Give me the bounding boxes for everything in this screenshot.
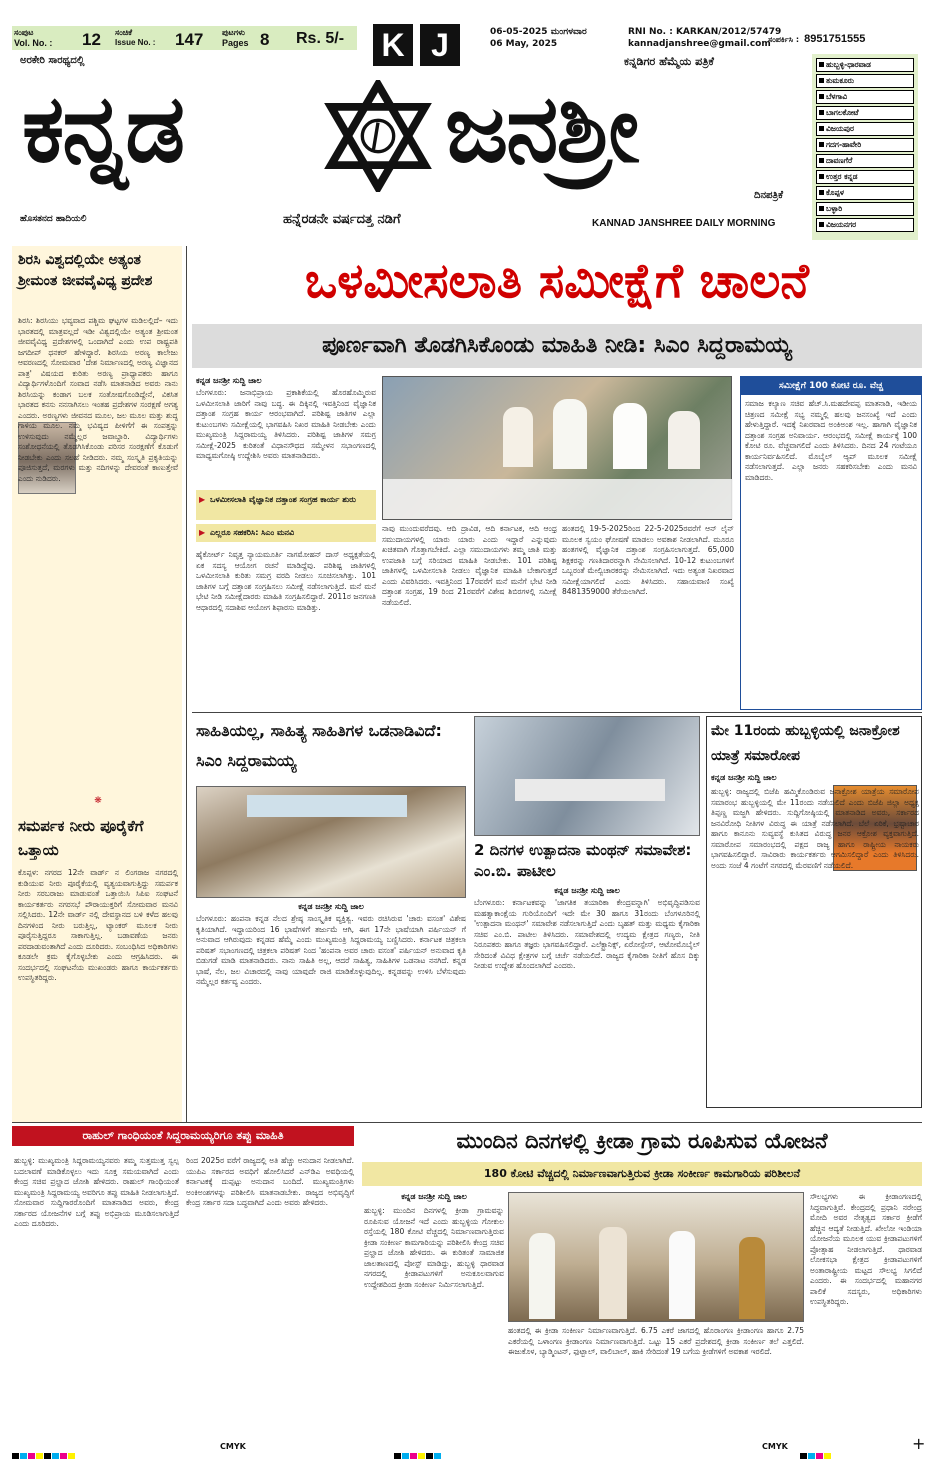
lead-headline: ಒಳಮೀಸಲಾತಿ ಸಮೀಕ್ಷೆಗೆ ಚಾಲನೆ: [305, 253, 809, 309]
contact-email: kannadjanshree@gmail.com: [628, 39, 771, 49]
photo-person: [529, 1233, 555, 1319]
right-top-slogan: ಕನ್ನಡಿಗರ ಹೆಮ್ಮೆಯ ಪತ್ರಿಕೆ: [624, 55, 714, 68]
logo-letter-j: J: [420, 24, 460, 66]
bullet-arrow-icon: ▶: [199, 528, 206, 537]
edition-link[interactable]: ಹುಬ್ಬಳ್ಳಿ-ಧಾರವಾಡ: [816, 58, 914, 72]
phone-label: ಸಂಪರ್ಕಿಸಿ :: [768, 35, 800, 44]
section-divider: ❋: [94, 796, 102, 806]
left-story2-headline: ಸಮರ್ಪಕ ನೀರು ಪೂರೈಕೆಗೆ ಒತ್ತಾಯ: [18, 817, 144, 859]
photo-table: [383, 479, 733, 519]
bottom-left-slogan: ಹೊಸತನದ ಹಾದಿಯಲಿ: [20, 214, 87, 224]
volume-block: [14, 27, 114, 51]
photo-person: [599, 1227, 627, 1319]
edition-link[interactable]: ದಾವಣಗೆರೆ: [816, 154, 914, 168]
crosshair-icon: +: [912, 1434, 926, 1453]
price: Rs. 5/-: [296, 30, 345, 47]
column-rule-left: [186, 246, 187, 1122]
literature-body: ಬೆಂಗಳೂರು: ಹಂಪನಾ ಕನ್ನಡ ನೆಲದ ಶ್ರೇಷ್ಠ ಸಾಂಸ್ಕೃತಿಕ ವ್ಯಕ್ತಿತ್ವ. ಇವರು ರಚಿಸಿರುವ 'ಚಾರು ವಸಂತ' ವಿಶೇಷ ಕೃತಿಯಾಗಿದೆ. ಇದ್ದಾಯರಿಂದ 16 ಭಾಷೆಗಳಿಗೆ ತರ್ಜುಮೆ ಆಗಿ, ಈಗ 17ನೇ ಭಾಷೆಯಾಗಿ ಪರ್ಷಿಯನ್ ಗೆ ಅನುವಾದ ಆಗಿರುವುದು ಕನ್ನಡದ ಹೆಮ್ಮೆ ಎಂದು ಮುಖ್ಯಮಂತ್ರಿ ಸಿದ್ದರಾಮಯ್ಯ ಬಣ್ಣಿಸಿದರು. ಕರ್ನಾಟಕ ಚಿತ್ರಕಲಾ ಪರಿಷತ್ ಸಭಾಂಗಣದಲ್ಲಿ ಚಿತ್ರಕಲಾ ಪರಿಷತ್ ನಿಂದ 'ಹಂಪನಾ ಅವರ ಚಾರು ವಸಂತ' ಪರ್ಷಿಯನ್ ಅನುವಾದ ಕೃತಿ ಬಿಡುಗಡೆ ಮಾಡಿ ಮಾತನಾಡಿದರು. ನಾನು ಸಾಹಿತಿ ಅಲ್ಲ, ಆದರೆ ಸಾಹಿತ್ಯ, ಸಾಹಿತಿಗಳ ಒಡನಾಟ ನನಗಿದೆ. ಕನ್ನಡ ಭಾಷೆ, ನೆಲ, ಜಲ ವಿಚಾರದಲ್ಲಿ ನಾವು ಯಾವುದೇ ರಾಜಿ ಮಾಡಿಕೊಳ್ಳುವುದಿಲ್ಲ. ಕನ್ನಡವನ್ನು ಉಳಿಸಿ ಬೆಳೆಸುವುದು ನಮ್ಮೆಲ್ಲರ ಕರ್ತವ್ಯ ಎಂದರು.: [196, 914, 466, 986]
section-rule: [192, 712, 922, 713]
volume-label: ಸಂಪುಟ: [14, 28, 34, 37]
newspaper-title-left: ಕನ್ನಡ: [22, 75, 184, 184]
photo-person: [503, 407, 533, 467]
budget-box: [740, 376, 922, 710]
sports-headline: ಮುಂದಿನ ದಿನಗಳಲ್ಲಿ ಕ್ರೀಡಾ ಗ್ರಾಮ ರೂಪಿಸುವ ಯೋಜನೆ: [456, 1129, 828, 1153]
color-registration-bar: [12, 1444, 212, 1454]
english-name: KANNAD JANSHREE DAILY MORNING: [592, 218, 776, 229]
color-registration-bar: [394, 1444, 554, 1454]
edition-link[interactable]: ಕೊಪ್ಪಳ: [816, 186, 914, 200]
edition-link[interactable]: ತುಮಕೂರು: [816, 74, 914, 88]
lead-byline: ಕನ್ನಡ ಜನಶ್ರೀ ಸುದ್ದಿ ಜಾಲ: [196, 376, 262, 385]
left-top-slogan: ಅರಕೇರಿ ಸಾರಥ್ಯದಲ್ಲಿ: [20, 55, 85, 66]
rahul-column-1: ಹುಬ್ಬಳ್ಳಿ: ಮುಖ್ಯಮಂತ್ರಿ ಸಿದ್ದರಾಮಯ್ಯನವರು ತಮ್ಮ ಸುತ್ತಮುತ್ತ ಸ್ವಲ್ಪ ಬದಲಾವಣೆ ಮಾಡಿಕೊಳ್ಳಲು ಇದು ಸೂಕ್ತ ಸಮಯವಾಗಿದೆ ಎಂದು ಕೇಂದ್ರ ಸಚಿವ ಪ್ರಲ್ಹಾದ ಜೋಶಿ ಹೇಳಿದರು. ರಾಹುಲ್ ಗಾಂಧಿಯಂತೆ ಮುಖ್ಯಮಂತ್ರಿ ಸಿದ್ದರಾಮಯ್ಯ ಅವರಿಗೂ ತಪ್ಪು ಮಾಹಿತಿ ನೀಡಲಾಗುತ್ತಿದೆ. ಸೋಮವಾರ ಸುದ್ದಿಗಾರರೊಂದಿಗೆ ಮಾತನಾಡಿದ ಅವರು, ಕೇಂದ್ರ ಸರ್ಕಾರದ ಯೋಜನೆಗಳ ಬಗ್ಗೆ ತಪ್ಪು ಅಭಿಪ್ರಾಯ ಮೂಡಿಸಲಾಗುತ್ತಿದೆ ಎಂದು ದೂರಿದರು.: [14, 1156, 179, 1228]
budget-box-title: ಸಮೀಕ್ಷೆಗೆ 100 ಕೋಟಿ ರೂ. ವೆಚ್ಚ: [741, 377, 921, 395]
hubli-body: ಹುಬ್ಬಳ್ಳಿ: ರಾಜ್ಯದಲ್ಲಿ ಬಿಜೆಪಿ ಹಮ್ಮಿಕೊಂಡಿರುವ ಜನಾಕ್ರೋಶ ಯಾತ್ರೆಯ ಸಮಾರೋಪ ಸಮಾರಂಭ ಹುಬ್ಬಳ್ಳಿಯಲ್ಲಿ ಮೇ 11ರಂದು ನಡೆಯಲಿದೆ ಎಂದು ಬಿಜೆಪಿ ಜಿಲ್ಲಾ ಅಧ್ಯಕ್ಷ ತಿಪ್ಪಣ್ಣ ಮಜ್ಜಗಿ ಹೇಳಿದರು. ಸುದ್ದಿಗೋಷ್ಠಿಯಲ್ಲಿ ಮಾತನಾಡಿದ ಅವರು, ಸರ್ಕಾರದ ಜನವಿರೋಧಿ ನೀತಿಗಳ ವಿರುದ್ಧ ಈ ಯಾತ್ರೆ ನಡೆಸಲಾಗಿದೆ. ಬೆಲೆ ಏರಿಕೆ, ಭ್ರಷ್ಟಾಚಾರ ಹಾಗೂ ಕಾನೂನು ಸುವ್ಯವಸ್ಥೆ ಕುಸಿತದ ವಿರುದ್ಧ ಜನರ ಆಕ್ರೋಶ ವ್ಯಕ್ತವಾಗುತ್ತಿದೆ. ಸಮಾರೋಪ ಸಮಾರಂಭದಲ್ಲಿ ಪಕ್ಷದ ರಾಜ್ಯ ಹಾಗೂ ರಾಷ್ಟ್ರೀಯ ನಾಯಕರು ಭಾಗವಹಿಸಲಿದ್ದಾರೆ. ಸಾವಿರಾರು ಕಾರ್ಯಕರ್ತರು ಆಗಮಿಸಲಿದ್ದಾರೆ ಎಂದು ತಿಳಿಸಿದರು. ಅಂದು ಸಂಜೆ 4 ಗಂಟೆಗೆ ನಗರದಲ್ಲಿ ಮೆರವಣಿಗೆ ನಡೆಯಲಿದೆ.: [711, 787, 919, 870]
literature-headline: ಸಾಹಿತಿಯಲ್ಲ, ಸಾಹಿತ್ಯ ಸಾಹಿತಿಗಳ ಒಡನಾಡಿವಿದೆ: ಸಿಎಂ ಸಿದ್ದರಾಮಯ್ಯ: [196, 721, 442, 770]
sports-column-3: ಸೌಲಭ್ಯಗಳು ಈ ಕ್ರೀಡಾಂಗಣದಲ್ಲಿ ಸಿದ್ಧವಾಗುತ್ತಿವೆ. ಕೇಂದ್ರದಲ್ಲಿ ಪ್ರಧಾನಿ ನರೇಂದ್ರ ಮೋದಿ ಅವರ ನೇತೃತ್ವದ ಸರ್ಕಾರ ಕ್ರೀಡೆಗೆ ಹೆಚ್ಚಿನ ಆದ್ಯತೆ ನೀಡುತ್ತಿದೆ. ಖೇಲೋ ಇಂಡಿಯಾ ಯೋಜನೆಯ ಮೂಲಕ ಯುವ ಕ್ರೀಡಾಪಟುಗಳಿಗೆ ಪ್ರೋತ್ಸಾಹ ನೀಡಲಾಗುತ್ತಿದೆ. ಧಾರವಾಡ ಲೋಕಸಭಾ ಕ್ಷೇತ್ರದ ಕ್ರೀಡಾಪಟುಗಳಿಗೆ ಅಂತಾರಾಷ್ಟ್ರೀಯ ಮಟ್ಟದ ಸೌಲಭ್ಯ ಸಿಗಲಿದೆ ಎಂದರು. ಈ ಸಂದರ್ಭದಲ್ಲಿ ಮಹಾನಗರ ಪಾಲಿಕೆ ಸದಸ್ಯರು, ಅಧಿಕಾರಿಗಳು ಉಪಸ್ಥಿತರಿದ್ದರು.: [810, 1192, 922, 1306]
hubli-headline: ಮೇ 11ರಂದು ಹುಬ್ಬಳ್ಳಿಯಲ್ಲಿ ಜನಾಕ್ರೋಶ ಯಾತ್ರೆ ಸಮಾರೋಪ: [711, 723, 900, 764]
cmyk-label: CMYK: [220, 1442, 246, 1451]
left-story2-body: ಕೊಪ್ಪಳ: ನಗರದ 12ನೇ ವಾರ್ಡ್ ನ ಲಿಂಗರಾಜ ನಗರದಲ್ಲಿ ಕುಡಿಯುವ ನೀರು ಪೂರೈಕೆಯಲ್ಲಿ ವ್ಯತ್ಯಯವಾಗುತ್ತಿದ್ದು ಸಮರ್ಪಕ ನೀರು ಸರಬರಾಜು ಮಾಡುವಂತೆ ಒತ್ತಾಯಿಸಿ ಸಿಪಿಐ ಸಂಘಟನೆ ಕಾರ್ಯಕರ್ತರು ನಗರಸಭೆ ಪೌರಾಯುಕ್ತರಿಗೆ ಸೋಮವಾರ ಮನವಿ ಸಲ್ಲಿಸಿದರು. 12ನೇ ವಾರ್ಡ್ ನಲ್ಲಿ ದೇವಸ್ಥಾನದ ಬಳಿ ಕಳೆದ ಹಲವು ದಿನಗಳಿಂದ ನೀರು ಬರುತ್ತಿಲ್ಲ, ಟ್ಯಾಂಕರ್ ಮೂಲಕ ನೀರು ಪೂರೈಸುತ್ತಿದ್ದರೂ ಸಾಕಾಗುತ್ತಿಲ್ಲ. ಬಡಾವಣೆಯ ಜನರು ಪರದಾಡುವಂತಾಗಿದೆ ಎಂದು ದೂರಿದರು. ಸಂಬಂಧಿಸಿದ ಅಧಿಕಾರಿಗಳು ಕೂಡಲೇ ಕ್ರಮ ಕೈಗೊಳ್ಳಬೇಕು ಎಂದು ಆಗ್ರಹಿಸಿದರು. ಈ ಸಂದರ್ಭದಲ್ಲಿ ಸಂಘಟನೆಯ ಮುಖಂಡರು ಹಾಗೂ ಕಾರ್ಯಕರ್ತರು ಉಪಸ್ಥಿತರಿದ್ದರು.: [18, 868, 178, 982]
bottom-center-slogan: ಹನ್ನೆರಡನೇ ವರ್ಷದತ್ತ ನಡಿಗೆ: [283, 212, 401, 227]
lead-bullet-1-text: ಒಳಮೀಸಲಾತಿ ವೈಜ್ಞಾನಿಕ ದತ್ತಾಂಶ ಸಂಗ್ರಹ ಕಾರ್ಯ ಶುರು: [210, 495, 356, 504]
lead-photo-cabinet-meeting: [382, 376, 732, 520]
sports-column-1: ಹುಬ್ಬಳ್ಳಿ: ಮುಂದಿನ ದಿನಗಳಲ್ಲಿ ಕ್ರೀಡಾ ಗ್ರಾಮವನ್ನು ರೂಪಿಸುವ ಯೋಜನೆ ಇದೆ ಎಂದು ಹುಬ್ಬಳ್ಳಿಯ ಗೋಕುಲ ರಸ್ತೆಯಲ್ಲಿ 180 ಕೋಟಿ ವೆಚ್ಚದಲ್ಲಿ ನಿರ್ಮಾಣವಾಗುತ್ತಿರುವ ಕ್ರೀಡಾ ಸಂಕೀರ್ಣ ಕಾಮಗಾರಿಯನ್ನು ಪರಿಶೀಲಿಸಿ ಕೇಂದ್ರ ಸಚಿವ ಪ್ರಲ್ಹಾದ ಜೋಶಿ ಹೇಳಿದರು. ಈ ಕುರಿತಂತೆ ಸಾಮಾಜಿಕ ಜಾಲತಾಣದಲ್ಲಿ ಪೋಸ್ಟ್ ಮಾಡಿದ್ದು, ಹುಬ್ಬಳ್ಳಿ ಧಾರವಾಡ ನಗರದಲ್ಲಿ ಕ್ರೀಡಾಪಟುಗಳಿಗೆ ಅನುಕೂಲವಾಗುವ ಉದ್ದೇಶದಿಂದ ಕ್ರೀಡಾ ಸಂಕೀರ್ಣ ನಿರ್ಮಿಸಲಾಗುತ್ತಿದೆ.: [364, 1206, 504, 1289]
edition-link[interactable]: ಬೆಳಗಾವಿ: [816, 90, 914, 104]
photo-person: [669, 1231, 695, 1319]
kj-logo: [373, 24, 463, 68]
manthan-byline: ಕನ್ನಡ ಜನಶ್ರೀ ಸುದ್ದಿ ಜಾಲ: [554, 886, 620, 895]
lead-bullets: [196, 490, 376, 544]
edition-link[interactable]: ಉತ್ತರ ಕನ್ನಡ: [816, 170, 914, 184]
lead-column-1b: ಹೈಕೋರ್ಟ್ ನಿವೃತ್ತ ನ್ಯಾಯಮೂರ್ತಿ ನಾಗಮೋಹನ್ ದಾಸ್ ಅಧ್ಯಕ್ಷತೆಯಲ್ಲಿ ಏಕ ಸದಸ್ಯ ಆಯೋಗ ರಚನೆ ಮಾಡಿದ್ದೆವು. ಪರಿಶಿಷ್ಟ ಜಾತಿಗಳಲ್ಲಿ ಒಳಮೀಸಲಾತಿ ಕುರಿತು ಸಮಗ್ರ ವರದಿ ನೀಡಲು ಸೂಚಿಸಲಾಗಿತ್ತು. 101 ಜಾತಿಗಳ ಬಗ್ಗೆ ದತ್ತಾಂಶ ಸಂಗ್ರಹಿಸಲು ಸಮೀಕ್ಷೆ ನಡೆಸಲಾಗುತ್ತಿದೆ. ಮನೆ ಮನೆ ಭೇಟಿ ನೀಡಿ ಸಮೀಕ್ಷೆದಾರರು ಮಾಹಿತಿ ಸಂಗ್ರಹಿಸಲಿದ್ದಾರೆ. 2011ರ ಜನಗಣತಿ ಆಧಾರದಲ್ಲಿ ಸದಾಶಿವ ಆಯೋಗ ಶಿಫಾರಸು ಮಾಡಿತ್ತು.: [196, 550, 376, 612]
cmyk-mark-right: [762, 1442, 788, 1451]
volume-no-label: Vol. No. :: [14, 38, 53, 48]
hubli-box: [706, 716, 922, 1108]
phone-block: [768, 27, 918, 51]
edition-sidebar: [812, 54, 918, 240]
edition-link[interactable]: ವಿಜಯನಗರ: [816, 218, 914, 232]
rahul-column-2: ರಿಂದ 2025ರ ವರೆಗೆ ರಾಜ್ಯದಲ್ಲಿ ಅತಿ ಹೆಚ್ಚು ಅನುದಾನ ನೀಡಲಾಗಿದೆ. ಯುಪಿಎ ಸರ್ಕಾರದ ಅವಧಿಗೆ ಹೋಲಿಸಿದರೆ ಎನ್‌ಡಿಎ ಅವಧಿಯಲ್ಲಿ ಕರ್ನಾಟಕಕ್ಕೆ ದುಪ್ಪಟ್ಟು ಅನುದಾನ ಬಂದಿದೆ. ಮುಖ್ಯಮಂತ್ರಿಗಳು ಅಂಕಿಅಂಶಗಳನ್ನು ಪರಿಶೀಲಿಸಿ ಮಾತನಾಡಬೇಕು. ರಾಜ್ಯದ ಅಭಿವೃದ್ಧಿಗೆ ಕೇಂದ್ರ ಸರ್ಕಾರ ಸದಾ ಬದ್ಧವಾಗಿದೆ ಎಂದು ಅವರು ಹೇಳಿದರು.: [186, 1156, 354, 1207]
edition-list: [816, 58, 914, 232]
pages-number: 8: [260, 30, 270, 49]
logo-letter-k: K: [373, 24, 413, 66]
photo-person: [553, 399, 587, 469]
left-story1-headline: ಶಿರಸಿ ವಿಶ್ವದಲ್ಲಿಯೇ ಅತ್ಯಂತ ಶ್ರೀಮಂತ ಜೀವವೈವಿಧ್ಯ ಪ್ರದೇಶ: [18, 252, 153, 289]
hubli-byline: ಕನ್ನಡ ಜನಶ್ರೀ ಸುದ್ದಿ ಜಾಲ: [711, 773, 777, 782]
photo-person: [613, 403, 647, 469]
section-rule: [12, 1122, 922, 1123]
color-registration-bar: [800, 1444, 910, 1454]
pages-label: ಪುಟಗಳು: [222, 28, 245, 37]
issue-label: ಸಂಚಿಕೆ: [115, 28, 133, 37]
lead-subheadline: ಪೂರ್ಣವಾಗಿ ತೊಡಗಿಸಿಕೊಂಡು ಮಾಹಿತಿ ನೀಡಿ: ಸಿಎಂ ಸಿದ್ದರಾಮಯ್ಯ: [322, 333, 792, 358]
sports-byline: ಕನ್ನಡ ಜನಶ್ರೀ ಸುದ್ದಿ ಜಾಲ: [401, 1192, 467, 1201]
photo-table: [515, 779, 665, 801]
sports-column-2: ಹಂತದಲ್ಲಿ ಈ ಕ್ರೀಡಾ ಸಂಕೀರ್ಣ ನಿರ್ಮಾಣವಾಗುತ್ತಿದೆ. 6.75 ಎಕರೆ ಜಾಗದಲ್ಲಿ ಹೊರಾಂಗಣ ಕ್ರೀಡಾಂಗಣ ಹಾಗೂ 2.75 ಎಕರೆಯಲ್ಲಿ ಒಳಾಂಗಣ ಕ್ರೀಡಾಂಗಣ ನಿರ್ಮಾಣವಾಗುತ್ತಿದೆ. ಒಟ್ಟು 15 ಎಕರೆ ಪ್ರದೇಶದಲ್ಲಿ ಕ್ರೀಡಾ ಸಂಕೀರ್ಣ ತಲೆ ಎತ್ತಲಿದೆ. ಈಜುಕೊಳ, ಬ್ಯಾಡ್ಮಿಂಟನ್, ಫುಟ್ಬಾಲ್, ವಾಲಿಬಾಲ್, ಹಾಕಿ ಸೇರಿದಂತೆ 19 ಬಗೆಯ ಕ್ರೀಡೆಗಳಿಗೆ ಅವಕಾಶ ಇರಲಿದೆ.: [508, 1326, 804, 1356]
edition-link[interactable]: ಬಳ್ಳಾರಿ: [816, 202, 914, 216]
issue-number: 147: [175, 30, 204, 49]
sports-photo: [508, 1192, 804, 1322]
lead-column-1: ಬೆಂಗಳೂರು: ಜನಾಭಿಪ್ರಾಯ ಪ್ರಕಾಶಿಕೆಯಲ್ಲಿ ಹೊರಹೊಮ್ಮಿರುವ ಒಳಮೀಸಲಾತಿ ಜಾರಿಗೆ ನಾವು ಬದ್ಧ. ಈ ದಿಕ್ಕಿನಲ್ಲಿ ಇವತ್ತಿನಿಂದ ವೈಜ್ಞಾನಿಕ ದತ್ತಾಂಶ ಸಂಗ್ರಹ ಕಾರ್ಯ ಆರಂಭವಾಗಿದೆ. ಪರಿಶಿಷ್ಟ ಜಾತಿಗಳ ಎಲ್ಲಾ ಕುಟುಂಬಗಳು ಸಮೀಕ್ಷೆಯಲ್ಲಿ ಭಾಗವಹಿಸಿ ನಿಖರ ಮಾಹಿತಿ ನೀಡಬೇಕು ಎಂದು ಮುಖ್ಯಮಂತ್ರಿ ಸಿದ್ದರಾಮಯ್ಯ ತಿಳಿಸಿದರು. ಪರಿಶಿಷ್ಟ ಜಾತಿಗಳ ಸಮಗ್ರ ಸಮೀಕ್ಷೆ-2025 ಕುರಿತಂತೆ ವಿಧಾನಸೌಧದ ಸಮ್ಮೇಳನ ಸಭಾಂಗಣದಲ್ಲಿ ಮಾಧ್ಯಮಗೋಷ್ಠಿ ಉದ್ದೇಶಿಸಿ ಅವರು ಮಾತನಾಡಿದರು.: [196, 388, 376, 460]
left-story1-body: ಶಿರಸಿ: ಶಿರಸಿಯು ಭವ್ಯವಾದ ಪಶ್ಚಿಮ ಘಟ್ಟಗಳ ಮಡಿಲಲ್ಲಿದೆ– ಇದು ಭಾರತದಲ್ಲಿ ಮಾತ್ರವಲ್ಲದೆ ಇಡೀ ವಿಶ್ವದಲ್ಲಿಯೇ ಅತ್ಯಂತ ಶ್ರೀಮಂತ ಜೀವವೈವಿಧ್ಯ ಪ್ರದೇಶಗಳಲ್ಲಿ ಒಂದಾಗಿದೆ ಎಂದು ಉಪ ರಾಷ್ಟ್ರಪತಿ ಜಗದೀಪ್ ಧನಕರ್ ಹೇಳಿದ್ದಾರೆ. ಶಿರಸಿಯ ಅರಣ್ಯ ಕಾಲೇಜು ಆವರಣದಲ್ಲಿ ಸೋಮವಾರ 'ದೇಶ ನಿರ್ಮಾಣದಲ್ಲಿ ಅರಣ್ಯ ವಿಜ್ಞಾನದ ಪಾತ್ರ' ವಿಷಯದ ಕುರಿತು ಅರಣ್ಯ ಪ್ರಾಧ್ಯಾಪಕರು ಹಾಗೂ ವಿದ್ಯಾರ್ಥಿಗಳೊಂದಿಗೆ ಸಂವಾದ ನಡೆಸಿ ಮಾತನಾಡಿದ ಅವರು ನಾನು ಶಿರಸಿಯನ್ನು ಕಂಡಾಗ ಬಲಕ ಸಂತೋಷಗೊಂಡಿದ್ದೇನೆ, ವಿಕಸಿತ ಭಾರತದ ಕನಸು ನನಸಾಗಿಸಲು ಇಂತಹ ಪ್ರದೇಶಗಳ ಸಂರಕ್ಷಣೆ ಅಗತ್ಯ ಎಂದರು. ಅರಣ್ಯಗಳು ಜೀವನದ ಮೂಲ, ಜಲ ಮೂಲ ಮತ್ತು ಶುದ್ಧ ಗಾಳಿಯ ಮೂಲ. ನಮ್ಮ ಭವಿಷ್ಯದ ಪೀಳಿಗೆಗೆ ಈ ಸಂಪತ್ತನ್ನು ಉಳಿಸುವುದು ನಮ್ಮೆಲ್ಲರ ಜವಾಬ್ದಾರಿ. ವಿದ್ಯಾರ್ಥಿಗಳು ಸಂಶೋಧನೆಯಲ್ಲಿ ತೊಡಗಿಸಿಕೊಂಡು ಪರಿಸರ ಸಂರಕ್ಷಣೆಗೆ ಕೊಡುಗೆ ನೀಡಬೇಕು ಎಂದು ಸಲಹೆ ನೀಡಿದರು. ನಮ್ಮ ಸಂಸ್ಕೃತಿ ಪ್ರಕೃತಿಯನ್ನು ಪೂಜಿಸುತ್ತದೆ, ಮರಗಳು ಮತ್ತು ನದಿಗಳನ್ನು ದೇವರಂತೆ ಕಾಣುತ್ತೇವೆ ಎಂದು ನುಡಿದರು.: [18, 316, 178, 483]
volume-number: 12: [82, 30, 101, 49]
manthan-headline: 2 ದಿನಗಳ ಉತ್ಪಾದನಾ ಮಂಥನ್ ಸಮಾವೇಶ: ಎಂ.ಬಿ. ಪಾಟೀಲ: [474, 841, 692, 880]
manthan-photo: [474, 716, 700, 836]
star-emblem: [322, 80, 434, 192]
cmyk-label: CMYK: [762, 1442, 788, 1451]
pages-block: [222, 27, 282, 51]
literature-photo: [196, 786, 466, 898]
budget-box-body: ಸಮಾಜ ಕಲ್ಯಾಣ ಸಚಿವ ಹೆಚ್.ಸಿ.ಮಹದೇವಪ್ಪ ಮಾತನಾಡಿ, ಇಡೀಯ ಚಿತ್ರಣದ ಸಮೀಕ್ಷೆ ಸಭ್ಯ ನಮ್ಮಲ್ಲಿ ಹಲವು ಜನಸಂಖ್ಯೆ ಇದೆ ಎಂದು ಹೇಳುತ್ತಿದ್ದಾರೆ. ಇದಕ್ಕೆ ನಿಖರವಾದ ಅಂಕಿಅಂಶ ಇಲ್ಲ. ಹಾಗಾಗಿ ವೈಜ್ಞಾನಿಕ ದತ್ತಾಂಶ ಸಂಗ್ರಹ ಅನಿವಾರ್ಯ. ಆರಂಭದಲ್ಲಿ ಸಮೀಕ್ಷೆ ಕಾರ್ಯಕ್ಕೆ 100 ಕೋಟಿ ರೂ. ವೆಚ್ಚವಾಗಲಿದೆ ಎಂದು ತಿಳಿಸಿದರು. ದಿನದ 24 ಗಂಟೆಯೂ ಕಾರ್ಯನಿರ್ವಹಿಸಲಿದೆ. ಮೊಬೈಲ್ ಆ್ಯಪ್ ಮೂಲಕ ಸಮೀಕ್ಷೆ ನಡೆಸಲಾಗುತ್ತದೆ. ಎಲ್ಲಾ ಜನರು ಸಹಕರಿಸಬೇಕು ಎಂದು ಮನವಿ ಮಾಡಿದರು.: [745, 399, 917, 482]
edition-link[interactable]: ಗದಗ-ಹಾವೇರಿ: [816, 138, 914, 152]
photo-banner: [247, 795, 407, 817]
rahul-headline: ರಾಹುಲ್ ಗಾಂಧಿಯಂತೆ ಸಿದ್ದರಾಮಯ್ಯರಿಗೂ ತಪ್ಪು ಮಾಹಿತಿ: [12, 1126, 354, 1146]
issue-no-label: Issue No. :: [115, 38, 156, 47]
pages-en-label: Pages: [222, 38, 249, 48]
masthead: [0, 0, 945, 244]
daily-label: ದಿನಪತ್ರಿಕೆ: [754, 190, 784, 201]
date-kannada: 06-05-2025 ಮಂಗಳವಾರ: [490, 27, 587, 37]
literature-byline: ಕನ್ನಡ ಜನಶ್ರೀ ಸುದ್ದಿ ಜಾಲ: [298, 902, 364, 911]
bullet-arrow-icon: ▶: [199, 495, 206, 504]
left-column: [12, 246, 182, 1122]
lead-column-2: ನಾವು ಮುಂದುವರೆದವು. ಆದಿ ದ್ರಾವಿಡ, ಆದಿ ಕರ್ನಾಟಕ, ಆದಿ ಆಂಧ್ರ ಸಮುದಾಯಗಳಲ್ಲಿ ಯಾರು ಯಾರು ಎಂದು ಇದ್ದಾರೆ ಎನ್ನುವುದು ಖಚಿತವಾಗಿ ಗೊತ್ತಾಗಬೇಕಿದೆ. ಎಲ್ಲಾ ಸಮುದಾಯಗಳು ತಮ್ಮ ಜಾತಿ ಮತ್ತು ಉಪಜಾತಿ ಬಗ್ಗೆ ಸರಿಯಾದ ಮಾಹಿತಿ ನೀಡಬೇಕು. 101 ಪರಿಶಿಷ್ಟ ಜಾತಿಗಳಲ್ಲಿ ಒಳಮೀಸಲಾತಿ ನೀಡಲು ವೈಜ್ಞಾನಿಕ ಮಾಹಿತಿ ಬೇಕಾಗುತ್ತದೆ ಎಂದು ವಿವರಿಸಿದರು. ಇವತ್ತಿನಿಂದ 17ರವರೆಗೆ ಮನೆ ಮನೆಗೆ ಭೇಟಿ ನೀಡಿ ದತ್ತಾಂಶ ಸಂಗ್ರಹ, 19 ರಿಂದ 21ರವರೆಗೆ ವಿಶೇಷ ಶಿಬಿರಗಳಲ್ಲಿ ಸಮೀಕ್ಷೆ ನಡೆಯಲಿದೆ.: [382, 524, 557, 607]
photo-person: [739, 1237, 765, 1319]
edition-link[interactable]: ವಿಜಯಪುರ: [816, 122, 914, 136]
newspaper-title-right: ಜನಶ್ರೀ: [445, 75, 638, 184]
sports-subheadline: 180 ಕೋಟಿ ವೆಚ್ಚದಲ್ಲಿ ನಿರ್ಮಾಣವಾಗುತ್ತಿರುವ ಕ್ರೀಡಾ ಸಂಕೀರ್ಣ ಕಾಮಗಾರಿಯ ಪರಿಶೀಲನೆ: [483, 1167, 801, 1180]
lead-bullet-1: [196, 490, 376, 520]
photo-person: [668, 411, 700, 469]
lead-bullet-2-text: ಎಲ್ಲರೂ ಸಹಕರಿಸಿ: ಸಿಎಂ ಮನವಿ: [210, 528, 295, 537]
issue-block: [115, 27, 215, 51]
sports-column-1b: [364, 1326, 504, 1432]
phone-number: 8951751555: [804, 33, 866, 45]
cmyk-mark-left: [220, 1442, 246, 1451]
manthan-body: ಬೆಂಗಳೂರು: ಕರ್ನಾಟಕವನ್ನು 'ಜಾಗತಿಕ ತಯಾರಿಕಾ ಕೇಂದ್ರವನ್ನಾಗಿ' ಅಭಿವೃದ್ಧಿಪಡಿಸುವ ಮಹತ್ವಾಕಾಂಕ್ಷೆಯ ಗುರಿಯೊಂದಿಗೆ ಇದೇ ಮೇ 30 ಹಾಗೂ 31ರಂದು ಬೆಂಗಳೂರಿನಲ್ಲಿ 'ಉತ್ಪಾದನಾ ಮಂಥನ್' ಸಮಾವೇಶ ನಡೆಸಲಾಗುತ್ತಿದೆ ಎಂದು ಬೃಹತ್ ಮತ್ತು ಮಧ್ಯಮ ಕೈಗಾರಿಕಾ ಸಚಿವ ಎಂ.ಬಿ. ಪಾಟೀಲ ತಿಳಿಸಿದರು. ಸಮಾವೇಶದಲ್ಲಿ ಉದ್ಯಮ ಕ್ಷೇತ್ರದ ಗಣ್ಯರು, ನೀತಿ ನಿರೂಪಕರು ಹಾಗೂ ತಜ್ಞರು ಭಾಗವಹಿಸಲಿದ್ದಾರೆ. ಎಲೆಕ್ಟ್ರಾನಿಕ್ಸ್, ಏರೋಸ್ಪೇಸ್, ಆಟೋಮೊಬೈಲ್ ಸೇರಿದಂತೆ ವಿವಿಧ ಕ್ಷೇತ್ರಗಳ ಬಗ್ಗೆ ಚರ್ಚೆ ನಡೆಯಲಿದೆ. ರಾಜ್ಯದ ಕೈಗಾರಿಕಾ ನೀತಿಗೆ ಹೊಸ ದಿಕ್ಕು ನೀಡುವ ಉದ್ದೇಶ ಹೊಂದಲಾಗಿದೆ ಎಂದರು.: [474, 898, 700, 970]
lead-bullet-2: [196, 524, 376, 542]
date-english: 06 May, 2025: [490, 39, 558, 49]
edition-link[interactable]: ಬಾಗಲಕೋಟೆ: [816, 106, 914, 120]
lead-column-3: ಹಂತದಲ್ಲಿ 19-5-2025ರಿಂದ 22-5-2025ರವರೆಗೆ ಆನ್ ಲೈನ್ ಮೂಲಕ ಸ್ವಯಂ ಘೋಷಣೆ ಮಾಡಲು ಅವಕಾಶ ನೀಡಲಾಗಿದೆ. ಮೂರೂ ಹಂತಗಳಲ್ಲಿ ವೈಜ್ಞಾನಿಕ ದತ್ತಾಂಶ ಸಂಗ್ರಹಿಸಲಾಗುತ್ತದೆ. 65,000 ಶಿಕ್ಷಕರನ್ನು ಗಣತಿದಾರರನ್ನಾಗಿ ನೇಮಿಸಲಾಗಿದೆ. 10-12 ಕುಟುಂಬಗಳಿಗೆ ಒಬ್ಬರಂತೆ ಮೇಲ್ವಿಚಾರಕರನ್ನು ನೇಮಿಸಲಾಗಿದೆ. ಇದು ಅತ್ಯಂತ ನಿಖರವಾದ ಸಮೀಕ್ಷೆಯಾಗಲಿದೆ ಎಂದು ತಿಳಿಸಿದರು. ಸಹಾಯವಾಣಿ ಸಂಖ್ಯೆ 8481359000 ತೆರೆಯಲಾಗಿದೆ.: [562, 524, 734, 596]
rni-number: RNI No. : KARKAN/2012/57479: [628, 27, 782, 37]
